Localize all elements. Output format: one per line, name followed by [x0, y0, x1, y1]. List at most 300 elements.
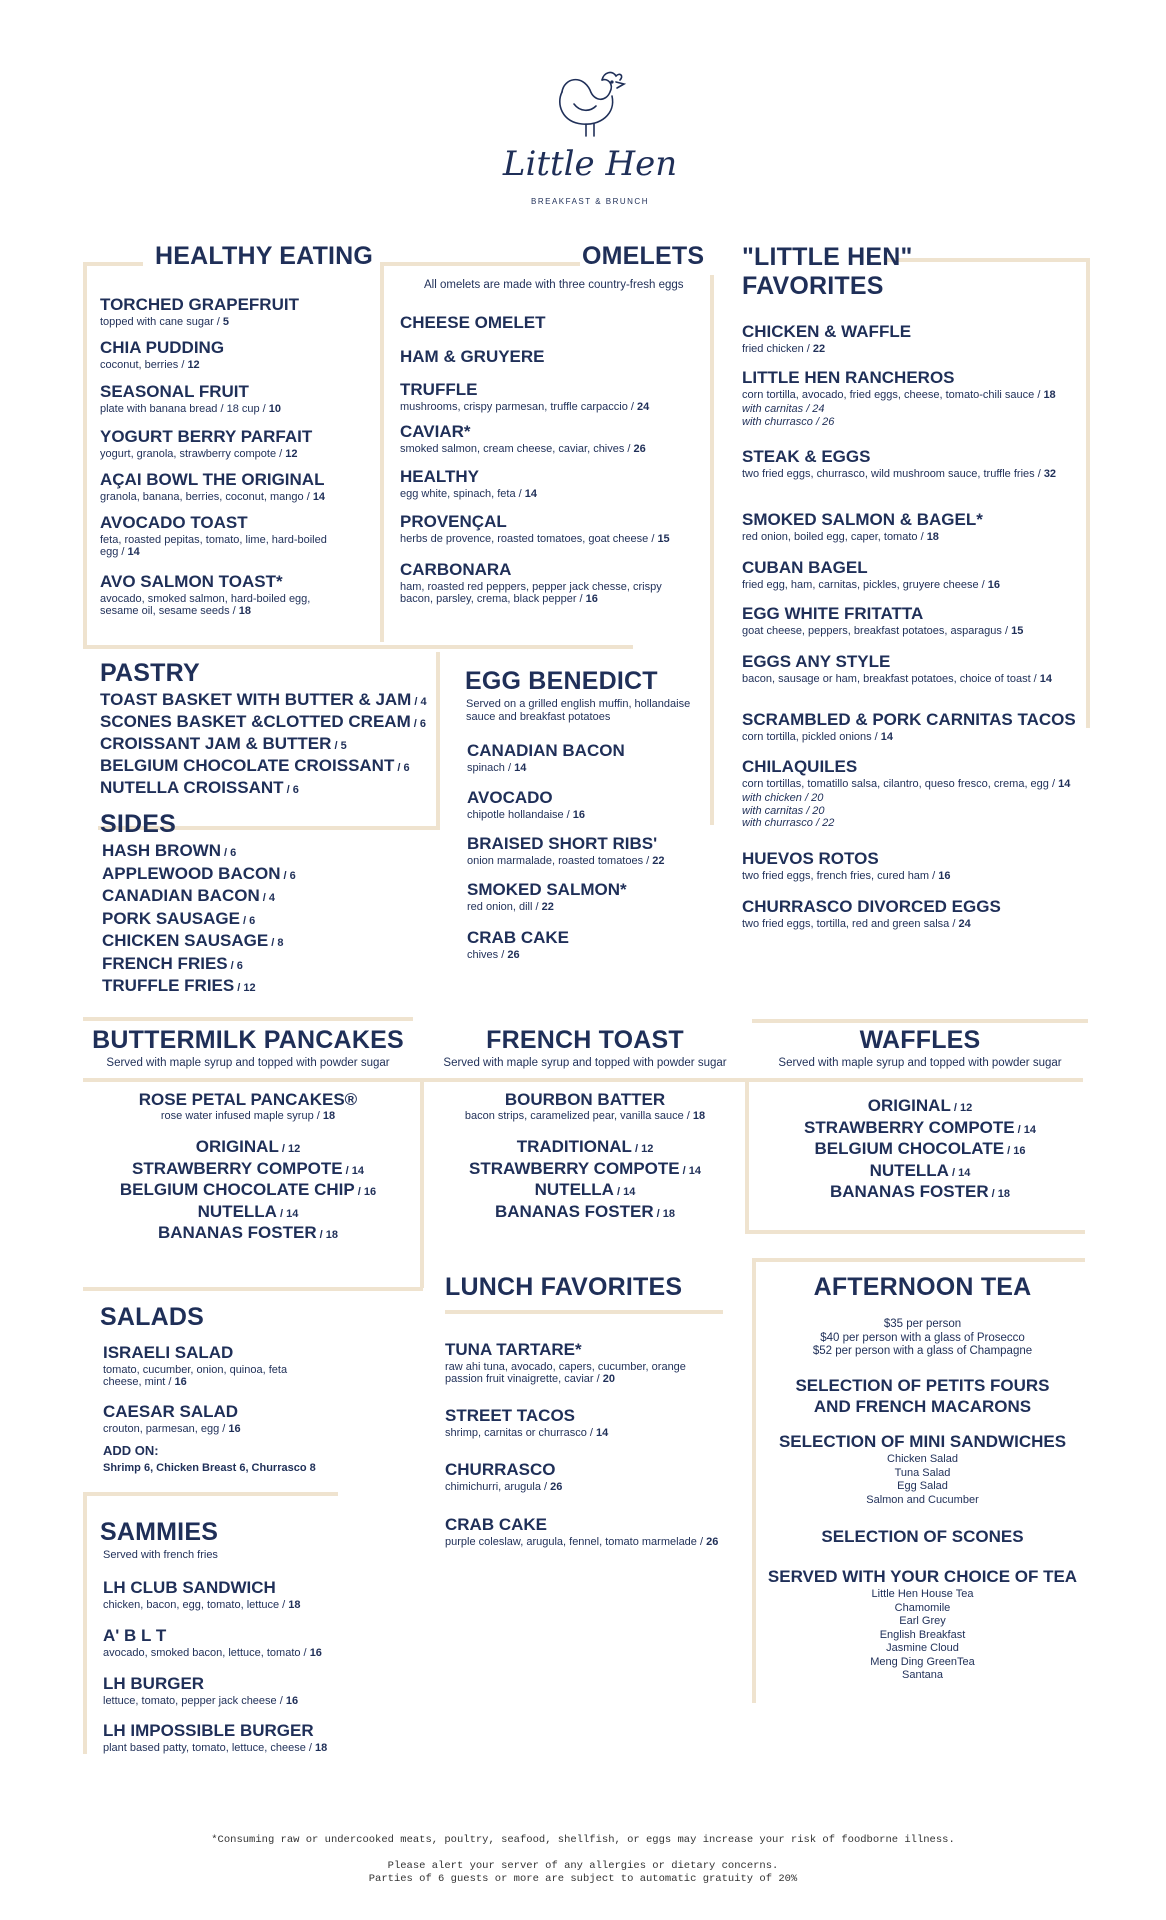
menu-item [100, 382, 340, 415]
item-desc-text: chimichurri, arugula / [445, 1480, 551, 1493]
border [83, 262, 143, 266]
item-desc-text: two fried eggs, french fries, cured ham / [742, 869, 939, 882]
section-title-sides: SIDES [100, 810, 177, 838]
item-name: AVOCADO [467, 788, 553, 807]
menu-item [103, 1626, 373, 1659]
item-name: APPLEWOOD BACON [102, 863, 281, 883]
item-name: STRAWBERRY COMPOTE [131, 1158, 343, 1178]
item-desc-text: plate with banana bread / 18 cup / [100, 402, 269, 415]
item-price: / 6 [280, 869, 296, 882]
border [745, 1230, 1085, 1234]
item-price: 16 [285, 1694, 299, 1707]
item-price: 26 [706, 1535, 719, 1548]
item-desc-text: red onion, dill / [467, 900, 542, 913]
item-desc-text: topped with cane sugar / [100, 315, 223, 328]
border [83, 262, 87, 648]
item-price: / 14 [948, 1166, 971, 1179]
tea-option: Chamomile [894, 1601, 951, 1614]
item-desc-text: purple coleslaw, arugula, fennel, tomato marmelade / [445, 1535, 707, 1548]
item-name: TORCHED GRAPEFRUIT [100, 295, 299, 314]
tea-sandwich: Egg Salad [897, 1480, 948, 1492]
menu-item [100, 295, 340, 328]
item-desc-text: shrimp, carnitas or churrasco / [445, 1426, 596, 1439]
menu-item [103, 1343, 323, 1389]
item-price: / 6 [410, 718, 427, 730]
item-price: / 18 [316, 1229, 339, 1241]
item-name: BANANAS FOSTER [494, 1201, 654, 1221]
footer-warning: *Consuming raw or undercooked meats, poultry, seafood, shellfish, or eggs may increase your risk of foodborne illness. [211, 1834, 955, 1846]
item-desc [742, 870, 1097, 883]
item-desc [100, 316, 340, 329]
item-name: CANADIAN BACON [467, 741, 625, 760]
item-price: 22 [652, 854, 665, 867]
item-name: BANANAS FOSTER [829, 1182, 989, 1201]
tea-price: $40 per person with a glass of Prosecco [820, 1331, 1025, 1344]
section-title-omelets: OMELETS [582, 242, 705, 270]
item-name: NUTELLA [534, 1180, 614, 1199]
item-name: TRADITIONAL [516, 1137, 632, 1156]
item-price: 15 [1011, 624, 1024, 637]
menu-item [750, 1118, 1090, 1138]
item-price: / 14 [1014, 1123, 1037, 1136]
item-desc [467, 762, 717, 775]
item-name: AVOCADO TOAST [100, 513, 248, 532]
menu-item [742, 849, 1097, 882]
item-price: / 14 [276, 1207, 299, 1220]
item-name: CROISSANT JAM & BUTTER [100, 734, 332, 753]
item-desc [100, 534, 340, 559]
item-price: 12 [187, 358, 200, 371]
tea-sandwich: Tuna Salad [894, 1466, 951, 1479]
brand-tagline: BREAKFAST & BRUNCH [531, 197, 649, 206]
item-price: 16 [572, 808, 586, 821]
item-desc [742, 579, 1097, 592]
item-desc-text: egg white, spinach, feta / [400, 487, 525, 500]
item-name: CHICKEN & WAFFLE [742, 322, 912, 341]
item-desc-text: chipotle hollandaise / [467, 808, 573, 821]
item-name: CARBONARA [400, 560, 512, 579]
item-desc-text: corn tortilla, avocado, fried eggs, cheese, tomato-chili sauce / [742, 388, 1044, 401]
menu-item [102, 931, 284, 951]
item-name: STREET TACOS [445, 1406, 576, 1425]
addon-title: ADD ON: [103, 1443, 159, 1458]
menu-item [467, 741, 717, 774]
menu-item [445, 1460, 725, 1493]
logo [490, 62, 690, 212]
menu-item [102, 909, 255, 929]
item-desc-text: raw ahi tuna, avocado, capers, cucumber, orange passion fruit vinaigrette, caviar / [445, 1360, 686, 1386]
border [420, 1078, 424, 1288]
menu-item [102, 864, 296, 884]
item-desc [100, 403, 340, 416]
menu-item [742, 757, 1097, 830]
item-desc [103, 1647, 373, 1660]
item-price: 22 [812, 342, 826, 355]
item-price: / 16 [354, 1186, 377, 1198]
item-price: 18 [1043, 388, 1056, 401]
item-desc [742, 625, 1097, 638]
border [83, 645, 633, 649]
border [436, 652, 440, 829]
item-price: 26 [550, 1480, 563, 1493]
menu-item [103, 1721, 373, 1754]
menu-item [400, 512, 690, 545]
item-name: STRAWBERRY COMPOTE [468, 1158, 680, 1178]
tea-sandwich: Chicken Salad [887, 1453, 958, 1465]
menu-item [83, 1223, 413, 1243]
item-price: 14 [596, 1426, 609, 1439]
menu-item [742, 447, 1097, 480]
addon-text: Shrimp 6, Chicken Breast 6, Churrasco 8 [103, 1462, 316, 1474]
item-desc [742, 468, 1097, 481]
item-name: CRAB CAKE [445, 1515, 547, 1534]
item-name: CHIA PUDDING [100, 338, 225, 357]
item-desc [100, 593, 340, 618]
border [745, 1078, 749, 1233]
border [752, 1019, 1088, 1023]
item-name: BOURBON BATTER [504, 1090, 666, 1109]
menu-item [100, 572, 340, 618]
item-desc [467, 901, 717, 914]
item-price: / 14 [342, 1164, 365, 1177]
item-name: CRAB CAKE [467, 928, 569, 947]
menu-item [742, 604, 1097, 637]
menu-item [102, 886, 275, 906]
pancakes-subtitle: Served with maple syrup and topped with powder sugar [106, 1057, 390, 1069]
item-name: TRUFFLE FRIES [102, 976, 235, 995]
menu-item [100, 513, 340, 559]
item-name: AVO SALMON TOAST* [100, 572, 283, 591]
item-desc-text: avocado, smoked salmon, hard-boiled egg, sesame oil, sesame seeds / [100, 592, 311, 618]
border [83, 1078, 1083, 1082]
item-price: / 6 [221, 847, 237, 859]
item-name: CHURRASCO [445, 1460, 556, 1479]
item-desc-text: crouton, parmesan, egg / [103, 1422, 229, 1435]
item-price: 14 [1058, 777, 1071, 790]
section-title-favorites-1: "LITTLE HEN" [742, 243, 913, 271]
item-price: 16 [228, 1422, 241, 1435]
item-desc-text: fried chicken / [742, 342, 813, 355]
item-desc [445, 1361, 725, 1386]
item-price: 14 [514, 761, 527, 774]
item-name: SMOKED SALMON* [467, 880, 627, 899]
menu-item [100, 338, 340, 371]
item-name: ORIGINAL [195, 1137, 279, 1156]
item-desc-text: plant based patty, tomato, lettuce, cheese / [103, 1741, 315, 1754]
item-name: HEALTHY [400, 467, 480, 486]
item-desc-text: yogurt, granola, strawberry compote / [100, 447, 286, 460]
section-title-favorites-2: FAVORITES [742, 272, 884, 300]
section-title-lunch: LUNCH FAVORITES [445, 1273, 683, 1301]
menu-item [102, 841, 236, 861]
item-price: 22 [541, 900, 554, 913]
item-desc-text: ham, roasted red peppers, pepper jack chesse, crispy bacon, parsley, crema, black pepper / [400, 580, 662, 606]
border [445, 1310, 723, 1314]
item-name: AÇAI BOWL THE ORIGINAL [100, 470, 325, 489]
item-name: HASH BROWN [102, 841, 221, 860]
item-name: LITTLE HEN RANCHEROS [742, 368, 955, 387]
item-price: / 12 [278, 1143, 301, 1155]
item-price: / 18 [653, 1207, 676, 1220]
item-desc [742, 673, 1097, 686]
item-name: CHURRASCO DIVORCED EGGS [742, 897, 1001, 916]
item-desc [400, 401, 690, 414]
item-desc [742, 389, 1097, 402]
section-title-salads: SALADS [100, 1303, 204, 1331]
menu-item [100, 734, 347, 754]
item-name: ORIGINAL [867, 1096, 951, 1115]
item-desc-text: tomato, cucumber, onion, quinoa, feta cheese, mint / [103, 1363, 288, 1389]
border [83, 1017, 413, 1021]
menu-item [400, 347, 690, 367]
item-price: 24 [637, 400, 650, 413]
item-name: CHEESE OMELET [400, 313, 546, 332]
item-price: 5 [222, 315, 230, 328]
border [83, 1287, 423, 1291]
item-price: 16 [938, 869, 951, 882]
section-title-tea: AFTERNOON TEA [813, 1273, 1032, 1301]
item-name: SMOKED SALMON & BAGEL* [742, 510, 983, 529]
item-name: CHILAQUILES [742, 757, 858, 776]
item-price: / 12 [950, 1102, 973, 1114]
item-desc [100, 448, 340, 461]
item-desc-text: bacon strips, caramelized pear, vanilla sauce / [464, 1109, 693, 1122]
section-title-healthy: HEALTHY EATING [155, 242, 374, 270]
item-name: SCONES BASKET &CLOTTED CREAM [100, 712, 411, 731]
item-desc-text: corn tortilla, pickled onions / [742, 730, 881, 743]
item-desc [400, 443, 690, 456]
brand-name: Little Hen [502, 144, 678, 184]
item-name: STEAK & EGGS [742, 447, 871, 466]
tea-option: Little Hen House Tea [871, 1588, 974, 1600]
menu-item [102, 976, 256, 996]
tea-sandwiches-title: SELECTION OF MINI SANDWICHES [778, 1432, 1067, 1451]
item-desc [83, 1110, 413, 1123]
item-price: 15 [657, 532, 670, 545]
item-desc [445, 1481, 725, 1494]
item-name: CAVIAR* [400, 422, 471, 441]
item-desc-text: mushrooms, crispy parmesan, truffle carpaccio / [400, 400, 637, 413]
item-price: 14 [312, 490, 326, 503]
menu-item [400, 313, 690, 333]
item-name: TUNA TARTARE* [445, 1340, 582, 1359]
menu-item [83, 1180, 413, 1200]
item-price: 32 [1043, 467, 1057, 480]
tea-price: $35 per person [883, 1318, 962, 1330]
item-name: BRAISED SHORT RIBS' [467, 834, 658, 853]
item-price: / 18 [988, 1188, 1011, 1200]
item-desc-text: herbs de provence, roasted tomatoes, goat cheese / [400, 532, 658, 545]
item-price: / 5 [331, 740, 347, 752]
menu-item [445, 1340, 725, 1386]
item-price: / 14 [679, 1164, 702, 1177]
benedict-subtitle: Served on a grilled english muffin, hollandaise sauce and breakfast potatoes [466, 698, 691, 724]
menu-item [103, 1674, 373, 1707]
item-name: LH BURGER [103, 1674, 205, 1693]
item-desc [400, 581, 690, 606]
item-name: NUTELLA [197, 1201, 277, 1221]
item-desc-text: onion marmalade, roasted tomatoes / [467, 854, 653, 867]
border [752, 1258, 756, 1703]
item-price: 18 [322, 1109, 336, 1122]
item-desc-text: two fried eggs, churrasco, wild mushroom sauce, truffle fries / [742, 467, 1044, 480]
item-desc [400, 533, 690, 546]
menu-item [750, 1139, 1090, 1159]
item-desc-text: lettuce, tomato, pepper jack cheese / [103, 1694, 286, 1707]
item-desc-text: corn tortillas, tomatillo salsa, cilantro, queso fresco, crema, egg / [742, 777, 1059, 790]
item-price: / 6 [227, 959, 243, 972]
item-desc [742, 778, 1097, 791]
item-price: 16 [174, 1376, 187, 1389]
item-price: / 16 [1004, 1145, 1026, 1157]
menu-item [467, 880, 717, 913]
item-desc [103, 1695, 373, 1708]
item-price: / 6 [283, 784, 299, 796]
menu-item [100, 470, 340, 503]
feature-item [425, 1090, 745, 1122]
item-desc-text: red onion, boiled egg, caper, tomato / [742, 530, 927, 543]
tea-option: English Breakfast [879, 1628, 966, 1641]
border [885, 258, 1090, 262]
item-name: SEASONAL FRUIT [100, 382, 249, 401]
item-price: 26 [633, 442, 646, 455]
menu-item [100, 778, 299, 798]
border [752, 1258, 1085, 1262]
item-name: ISRAELI SALAD [103, 1343, 234, 1362]
border [83, 1492, 338, 1496]
item-desc [742, 918, 1097, 931]
item-desc-text: spinach / [467, 761, 515, 774]
menu-item [467, 788, 717, 821]
section-title-pastry: PASTRY [100, 659, 200, 687]
border [380, 262, 580, 266]
item-price: / 12 [631, 1143, 654, 1155]
item-price: 18 [238, 605, 252, 618]
tea-option: Jasmine Cloud [886, 1642, 959, 1654]
menu-item [103, 1402, 323, 1435]
tea-option: Meng Ding GreenTea [870, 1655, 975, 1668]
item-name: LH CLUB SANDWICH [103, 1578, 276, 1597]
section-title-pancakes: BUTTERMILK PANCAKES [92, 1026, 404, 1054]
item-price: 16 [987, 578, 1001, 591]
menu-item [425, 1137, 745, 1157]
menu-item [750, 1096, 1090, 1116]
item-price: 24 [958, 917, 971, 930]
menu-item [83, 1137, 413, 1157]
item-price: 18 [926, 530, 939, 543]
item-desc [103, 1364, 323, 1389]
menu-item [742, 322, 1097, 355]
item-price: / 14 [613, 1186, 636, 1198]
item-desc [100, 359, 340, 372]
item-desc [445, 1427, 725, 1440]
item-desc-text: smoked salmon, cream cheese, caviar, chives / [400, 442, 634, 455]
sammies-subtitle: Served with french fries [103, 1549, 218, 1561]
section-title-waffles: WAFFLES [859, 1026, 981, 1054]
item-name: BANANAS FOSTER [157, 1223, 317, 1242]
item-desc-text: chives / [467, 948, 508, 961]
menu-item [400, 380, 690, 413]
menu-item [742, 897, 1097, 930]
menu-item [83, 1159, 413, 1179]
item-name: TOAST BASKET WITH BUTTER & JAM [100, 690, 412, 709]
menu-item [103, 1578, 373, 1611]
item-price: 14 [1039, 672, 1053, 685]
menu-item [100, 427, 340, 460]
item-desc-text: rose water infused maple syrup / [160, 1109, 323, 1122]
item-desc-text: granola, banana, berries, coconut, mango / [100, 490, 313, 503]
menu-item [467, 928, 717, 961]
menu-item [100, 690, 427, 710]
menu-item [742, 510, 1097, 543]
item-name: YOGURT BERRY PARFAIT [100, 427, 313, 446]
item-name: ROSE PETAL PANCAKES® [138, 1090, 358, 1109]
hen-icon [490, 62, 690, 142]
item-price: 14 [127, 546, 140, 559]
menu-item [742, 710, 1097, 743]
menu-item [102, 954, 243, 974]
item-desc-text: coconut, berries / [100, 358, 188, 371]
item-price: / 6 [239, 914, 256, 927]
item-price: 18 [288, 1598, 301, 1611]
waffles-subtitle: Served with maple syrup and topped with powder sugar [778, 1057, 1062, 1069]
item-desc [103, 1599, 373, 1612]
tea-option: Santana [902, 1669, 943, 1681]
item-name: PORK SAUSAGE [102, 908, 240, 928]
item-name: CUBAN BAGEL [742, 558, 868, 577]
item-desc-text: feta, roasted pepitas, tomato, lime, hard-boiled egg / [100, 533, 327, 559]
item-desc [100, 491, 340, 504]
tea-teas-title: SERVED WITH YOUR CHOICE OF TEA [767, 1567, 1078, 1586]
section-title-sammies: SAMMIES [100, 1518, 219, 1546]
menu-item [750, 1161, 1090, 1181]
menu-item [742, 558, 1097, 591]
menu-item [445, 1515, 725, 1548]
item-extra: with carnitas / 24 with churrasco / 26 [742, 403, 835, 428]
item-desc [742, 731, 1097, 744]
item-desc-text: avocado, smoked bacon, lettuce, tomato / [103, 1646, 310, 1659]
menu-item [100, 756, 410, 776]
item-desc [103, 1742, 373, 1755]
menu-item [400, 560, 690, 606]
menu-item [742, 652, 1097, 685]
tea-price: $52 per person with a glass of Champagne [812, 1345, 1033, 1357]
item-price: 18 [692, 1109, 706, 1122]
omelets-subtitle: All omelets are made with three country-fresh eggs [424, 279, 684, 291]
item-desc [467, 809, 717, 822]
item-name: CHICKEN SAUSAGE [102, 931, 269, 950]
menu-item [425, 1180, 745, 1200]
item-desc [467, 855, 717, 868]
item-name: BELGIUM CHOCOLATE CROISSANT [100, 756, 395, 775]
item-price: 10 [268, 402, 282, 415]
border [380, 262, 384, 642]
menu-item [750, 1182, 1090, 1202]
item-name: BELGIUM CHOCOLATE [814, 1139, 1005, 1158]
menu-item [742, 368, 1097, 428]
section-title-benedict: EGG BENEDICT [465, 667, 658, 695]
item-desc [103, 1423, 323, 1436]
tea-option: Earl Grey [899, 1615, 946, 1627]
item-price: 16 [309, 1646, 322, 1659]
item-price: / 6 [394, 762, 410, 774]
item-name: HAM & GRUYERE [400, 347, 545, 366]
menu-item [83, 1202, 413, 1222]
item-desc [445, 1536, 725, 1549]
item-desc-text: fried egg, ham, carnitas, pickles, gruyere cheese / [742, 578, 988, 591]
menu-item [425, 1202, 745, 1222]
item-price: / 4 [411, 696, 427, 708]
